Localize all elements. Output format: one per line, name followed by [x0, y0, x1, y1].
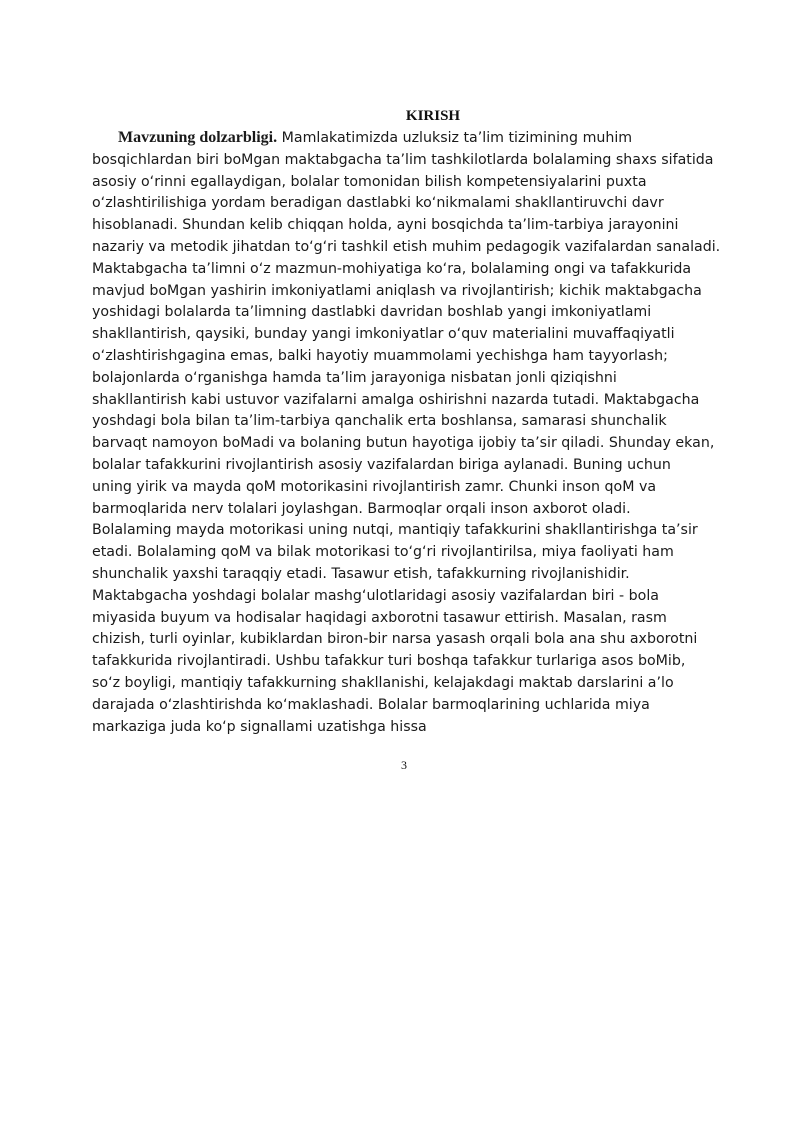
- text-line: chizish, turli oyinlar, kubiklardan biron-bir narsa yasash orqali bola ana shu axborotni: [92, 631, 698, 648]
- text-line: Bolalaming mayda motorikasi uning nutqi, mantiqiy tafakkurini shakllantirishga ta’sir: [92, 522, 698, 539]
- text-line: hisoblanadi. Shundan kelib chiqqan holda, ayni bosqichda ta’lim-tarbiya jarayonini: [92, 217, 679, 234]
- text-line: uning yirik va mayda qoM motorikasini rivojlantirish zamr. Chunki inson qoM va: [92, 478, 657, 495]
- text-line-content: Mamlakatimizda uzluksiz ta’lim tizimining muhim: [277, 130, 633, 146]
- text-line: markaziga juda ko‘p signallami uzatishga hissa: [92, 718, 427, 735]
- text-line: barvaqt namoyon boMadi va bolaning butun hayotiga ijobiy ta’sir qiladi. Shunday ekan,: [92, 435, 715, 452]
- section-heading: KIRISH: [405, 108, 461, 124]
- page-number: 3: [401, 758, 407, 772]
- text-line: etadi. Bolalaming qoM va bilak motorikasi to‘g‘ri rivojlantirilsa, miya faoliyati ham: [92, 544, 674, 561]
- text-line: yoshdagi bola bilan ta’lim-tarbiya qanchalik erta boshlansa, samarasi shunchalik: [92, 413, 667, 430]
- text-line: shunchalik yaxshi taraqqiy etadi. Tasawur etish, tafakkurning rivojlanishidir.: [92, 565, 630, 582]
- text-line: bolajonlarda o‘rganishga hamda ta’lim jarayoniga nisbatan jonli qiziqishni: [92, 369, 617, 386]
- text-line: o‘zlashtirilishiga yordam beradigan dastlabki ko‘nikmalami shakllantiruvchi davr: [92, 195, 664, 212]
- text-line: Maktabgacha ta’limni o‘z mazmun-mohiyatiga ko‘ra, bolalaming ongi va tafakkurida: [92, 260, 692, 277]
- text-line: bosqichlardan biri boMgan maktabgacha ta’lim tashkilotlarda bolalaming shaxs sifatida: [92, 151, 714, 168]
- body-paragraph: [92, 127, 758, 738]
- text-line: o‘zlashtirishgagina emas, balki hayotiy muammolami yechishga ham tayyorlash;: [92, 347, 668, 364]
- text-line: nazariy va metodik jihatdan to‘g‘ri tashkil etish muhim pedagogik vazifalardan sanaladi.: [92, 238, 721, 255]
- text-line: darajada o‘zlashtirishda ko‘maklashadi. Bolalar barmoqlarining uchlarida miya: [92, 696, 650, 713]
- text-line: mavjud boMgan yashirin imkoniyatlami aniqlash va rivojlantirish; kichik maktabgacha: [92, 282, 702, 299]
- text-line: bolalar tafakkurini rivojlantirish asosiy vazifalardan biriga aylanadi. Buning uchun: [92, 456, 671, 473]
- text-line: barmoqlarida nerv tolalari joylashgan. Barmoqlar orqali inson axborot oladi.: [92, 500, 631, 517]
- text-line: asosiy o‘rinni egallaydigan, bolalar tomonidan bilish kompetensiyalarini puxta: [92, 173, 647, 190]
- text-line: miyasida buyum va hodisalar haqidagi axborotni tasawur ettirish. Masalan, rasm: [92, 609, 667, 626]
- text-line: yoshidagi bolalarda ta’limning dastlabki davridan boshlab yangi imkoniyatlami: [92, 304, 652, 321]
- text-line: shakllantirish kabi ustuvor vazifalarni amalga oshirishni nazarda tutadi. Maktabgacha: [92, 391, 700, 408]
- text-line: shakllantirish, qaysiki, bunday yangi imkoniyatlar o‘quv materialini muvaffaqiyatli: [92, 326, 675, 343]
- lead-phrase: Mavzuning dolzarbligi.: [118, 129, 278, 146]
- text-line: so‘z boyligi, mantiqiy tafakkurning shakllanishi, kelajakdagi maktab darslarini a’lo: [92, 674, 674, 691]
- text-line: tafakkurida rivojlantiradi. Ushbu tafakkur turi boshqa tafakkur turlariga asos boMib,: [92, 653, 686, 670]
- text-line: Maktabgacha yoshdagi bolalar mashg‘ulotlaridagi asosiy vazifalardan biri - bola: [92, 587, 659, 604]
- text-line: [92, 127, 758, 150]
